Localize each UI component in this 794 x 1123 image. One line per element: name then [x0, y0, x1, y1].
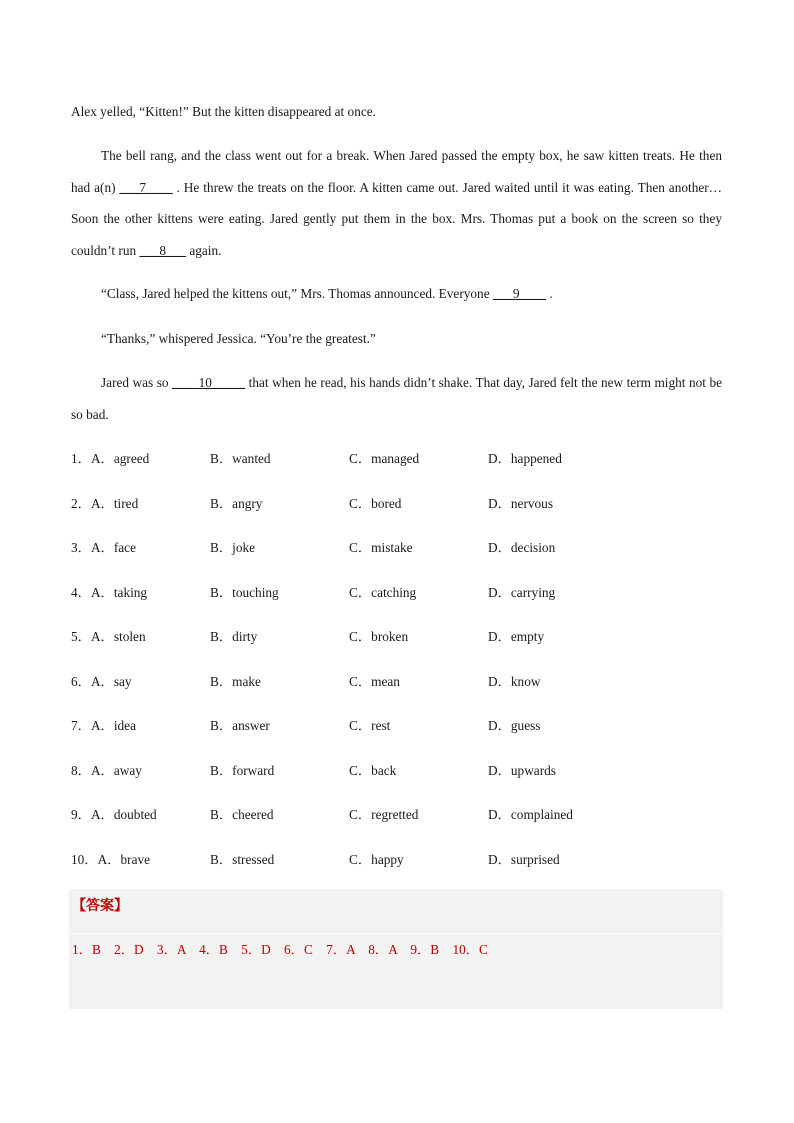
option-c: C．bored [349, 496, 402, 511]
story-paragraph-3 [71, 278, 722, 310]
question-row [71, 538, 722, 558]
option-c: C．regretted [349, 807, 419, 822]
option-b: B．joke [210, 540, 256, 555]
p3-text-a: “Class, Jared helped the kittens out,” Mrs. Thomas announced. Everyone [101, 286, 493, 301]
option-a: 6．A．say [71, 674, 132, 689]
option-b: B．answer [210, 718, 270, 733]
option-d: D．carrying [488, 585, 556, 600]
p2-text-a: The bell rang, and the class went out for a break. When Jared passed the empty box, he saw kitten treats. He then had a(n) [71, 148, 722, 195]
option-b: B．angry [210, 496, 263, 511]
p2-text-c: again. [186, 242, 222, 258]
option-a: 7．A．idea [71, 718, 136, 733]
question-row [71, 583, 722, 603]
option-c: C．mistake [349, 540, 413, 555]
blank-7: ___7____ [119, 179, 173, 195]
answer-heading: 【答案】 [72, 898, 128, 914]
option-d: D．complained [488, 807, 573, 822]
question-row [71, 850, 722, 870]
story-paragraph-5 [71, 367, 722, 430]
option-d: D．nervous [488, 496, 553, 511]
option-d: D．happened [488, 451, 562, 466]
option-b: B．touching [210, 585, 279, 600]
option-b: B．stressed [210, 852, 275, 867]
story-paragraph-2 [71, 140, 722, 266]
option-c: C．happy [349, 852, 404, 867]
story-line-top: Alex yelled, “Kitten!” But the kitten disappeared at once. [71, 104, 376, 119]
option-c: C．rest [349, 718, 391, 733]
blank-8: ___8___ [139, 242, 186, 258]
option-a: 2．A．tired [71, 496, 139, 511]
option-a: 10．A．brave [71, 852, 151, 867]
question-row [71, 805, 722, 825]
story-paragraph-4: “Thanks,” whispered Jessica. “You’re the greatest.” [101, 331, 376, 346]
option-a: 3．A．face [71, 540, 136, 555]
answer-key: 1．B 2．D 3．A 4．B 5．D 6．C 7．A 8．A 9．B 10．C [72, 942, 488, 957]
question-row [71, 449, 722, 469]
option-b: B．wanted [210, 451, 271, 466]
blank-10: ____10_____ [172, 375, 246, 390]
option-d: D．surprised [488, 852, 560, 867]
option-b: B．dirty [210, 629, 258, 644]
question-row [71, 761, 722, 781]
option-d: D．upwards [488, 763, 556, 778]
option-b: B．cheered [210, 807, 274, 822]
p2-text-b: . He threw the treats on the floor. A kitten came out. Jared waited until it was eating. Then another… Soon the other kittens were eating. Jared gently put them in the box. Mrs. Thomas put a book on the screen so they couldn’t run [71, 179, 722, 258]
answer-divider [69, 933, 723, 934]
option-c: C．broken [349, 629, 409, 644]
option-b: B．forward [210, 763, 275, 778]
answer-box [69, 889, 723, 1009]
p5-text-a: Jared was so [101, 375, 173, 390]
option-d: D．empty [488, 629, 545, 644]
option-a: 9．A．doubted [71, 807, 157, 822]
p5-text-b: that when he read, his hands didn’t shake. That day, Jared felt the new term might not be so bad. [71, 375, 723, 422]
option-c: C．managed [349, 451, 420, 466]
blank-9: ___9____ [492, 286, 547, 301]
option-a: 5．A．stolen [71, 629, 146, 644]
option-d: D．guess [488, 718, 541, 733]
option-c: C．catching [349, 585, 417, 600]
option-a: 4．A．taking [71, 585, 148, 600]
question-row [71, 494, 722, 514]
option-b: B．make [210, 674, 261, 689]
option-c: C．back [349, 763, 397, 778]
option-c: C．mean [349, 674, 400, 689]
p3-text-b: . [546, 286, 553, 301]
option-d: D．know [488, 674, 541, 689]
option-a: 8．A．away [71, 763, 142, 778]
question-row [71, 716, 722, 736]
question-row [71, 627, 722, 647]
option-a: 1．A．agreed [71, 451, 150, 466]
question-row [71, 672, 722, 692]
option-d: D．decision [488, 540, 556, 555]
